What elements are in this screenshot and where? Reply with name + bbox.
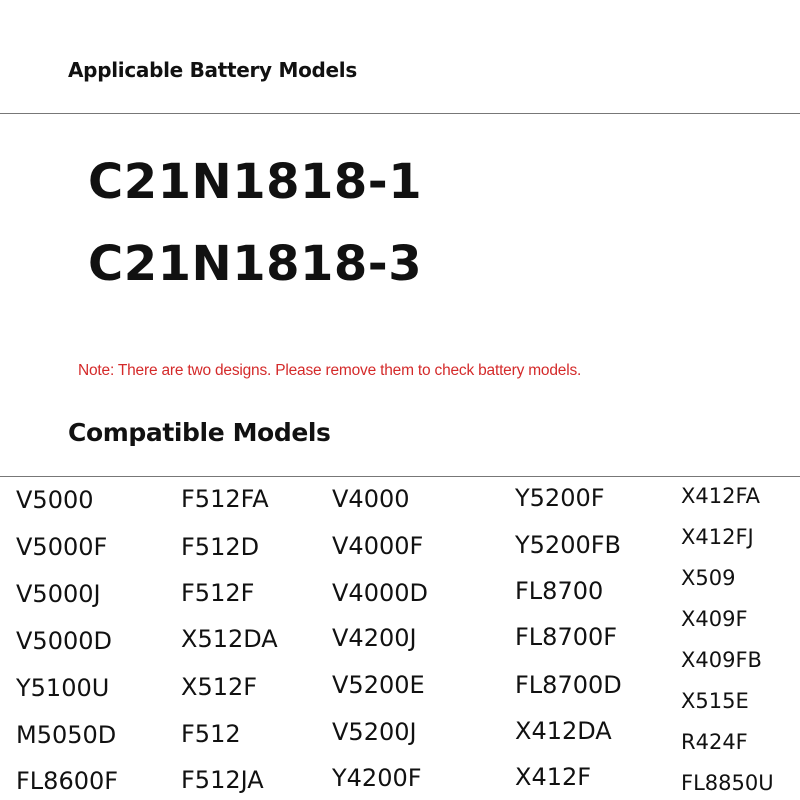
divider: [0, 113, 800, 114]
applicable-battery-models-title: Applicable Battery Models: [68, 58, 357, 82]
model-item: X409FB: [681, 648, 762, 672]
model-item: V5000F: [16, 533, 108, 561]
model-item: FL8700: [515, 577, 604, 605]
model-item: R424F: [681, 730, 748, 754]
model-item: F512JA: [181, 766, 264, 794]
model-item: Y5100U: [16, 674, 110, 702]
model-item: V5000J: [16, 580, 101, 608]
model-item: V5200J: [332, 718, 417, 746]
model-item: M5050D: [16, 721, 117, 749]
model-item: F512F: [181, 579, 255, 607]
model-item: Y5200F: [515, 484, 605, 512]
model-item: X412F: [515, 763, 592, 791]
model-item: V4000F: [332, 532, 424, 560]
design-note: Note: There are two designs. Please remove them to check battery models.: [78, 362, 582, 379]
divider: [0, 476, 800, 477]
model-item: X412FA: [681, 484, 760, 508]
model-item: V4200J: [332, 624, 417, 652]
model-item: V4000D: [332, 579, 428, 607]
model-item: FL8850U: [681, 771, 774, 795]
model-item: X515E: [681, 689, 749, 713]
model-item: FL8700F: [515, 623, 618, 651]
model-item: Y4200F: [332, 764, 422, 792]
battery-model: C21N1818-3: [88, 236, 423, 292]
model-item: X512F: [181, 673, 258, 701]
model-item: V5200E: [332, 671, 425, 699]
compatible-models-title: Compatible Models: [68, 418, 331, 447]
model-item: FL8700D: [515, 671, 622, 699]
model-item: FL8600F: [16, 767, 119, 795]
model-item: X412DA: [515, 717, 612, 745]
model-item: X412FJ: [681, 525, 754, 549]
model-item: X509: [681, 566, 736, 590]
model-item: F512D: [181, 533, 260, 561]
model-item: V5000D: [16, 627, 112, 655]
model-item: F512FA: [181, 485, 269, 513]
battery-model: C21N1818-1: [88, 154, 423, 210]
model-item: F512: [181, 720, 241, 748]
model-item: V5000: [16, 486, 94, 514]
model-item: Y5200FB: [515, 531, 622, 559]
model-item: X512DA: [181, 625, 278, 653]
model-item: V4000: [332, 485, 410, 513]
model-item: X409F: [681, 607, 748, 631]
